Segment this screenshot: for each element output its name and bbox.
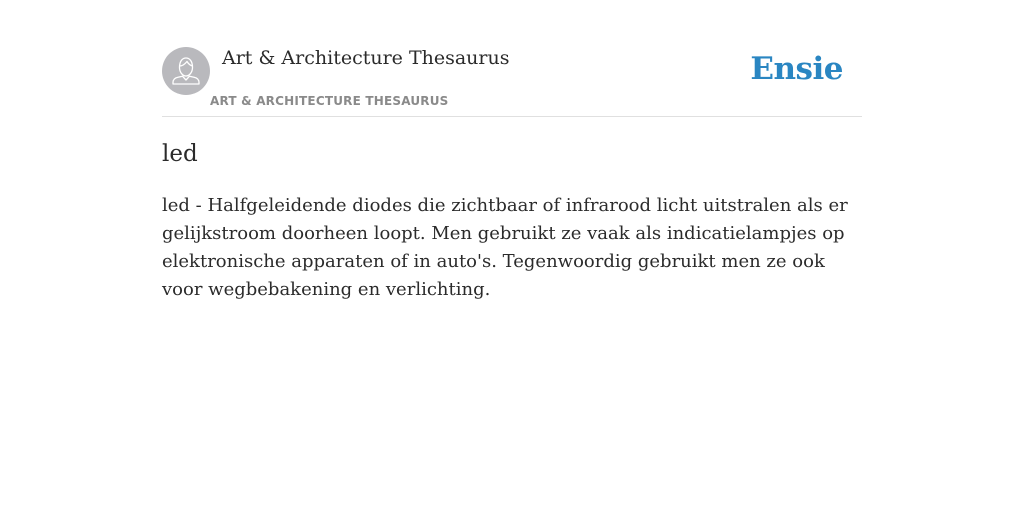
user-silhouette-icon	[162, 47, 210, 95]
avatar[interactable]	[162, 47, 210, 95]
entry-definition: led - Halfgeleidende diodes die zichtbaar of infrarood licht uitstralen als er gelijkstroom doorheen loopt. Men gebruikt ze vaak als indicatielampjes op elektronische apparaten of in auto's. Tegenwoordig gebruikt men ze ook voor wegbebakening en verlichting.	[162, 195, 848, 300]
source-label[interactable]: ART & ARCHITECTURE THESAURUS	[210, 94, 449, 108]
entry-title: led	[162, 141, 198, 167]
ensie-logo[interactable]: Ensie	[750, 51, 843, 87]
author-name[interactable]: Art & Architecture Thesaurus	[222, 47, 510, 69]
entry-header	[162, 45, 862, 117]
